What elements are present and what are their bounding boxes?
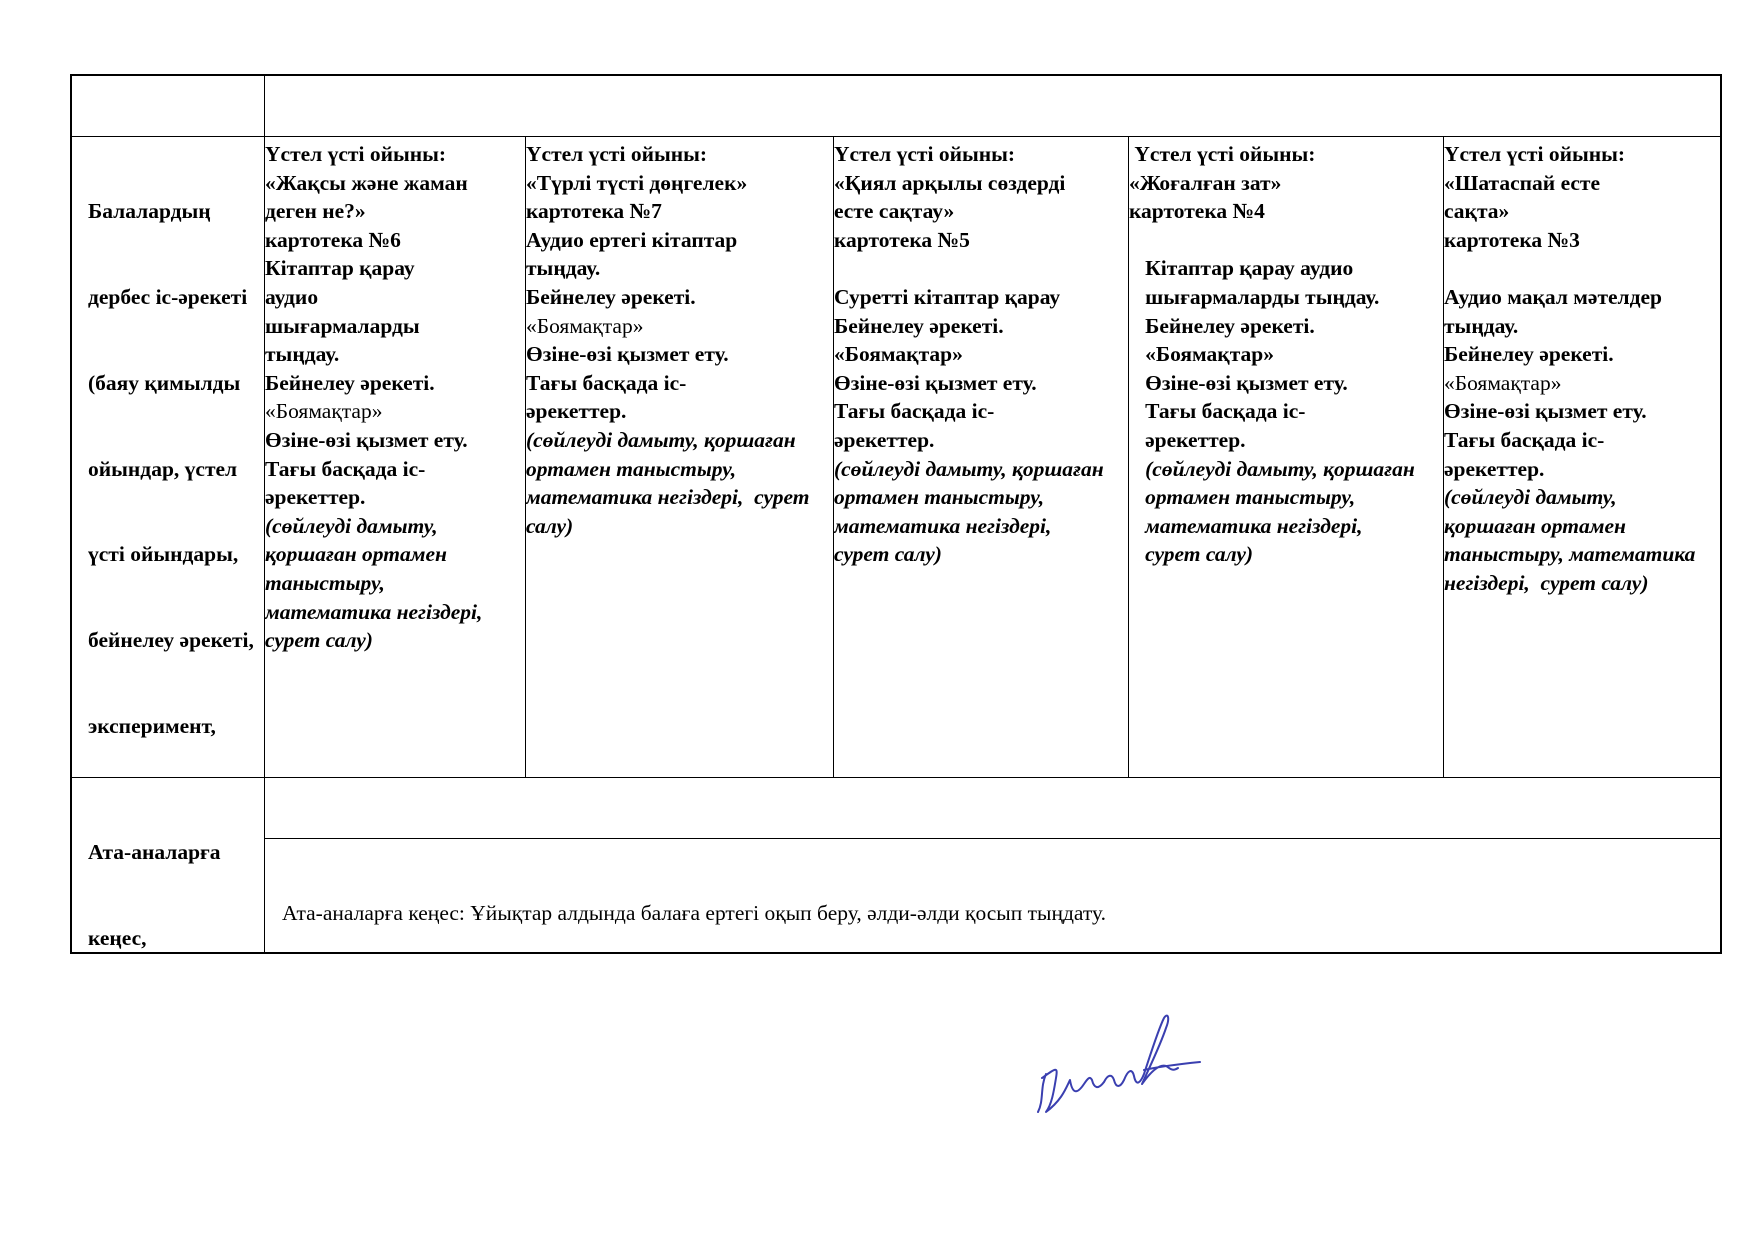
activity-line: Бейнелеу әрекеті. [1444,342,1614,367]
day-column-1 [265,140,525,776]
activity-line: картотека №4 [1129,199,1265,224]
activity-line: Өзіне-өзі қызмет ету. [526,342,729,367]
independent-label [88,140,264,776]
activity-line: ортамен таныстыру, [834,485,1045,510]
activity-line: қоршаған ортамен [265,542,447,567]
activity-line: аудио [265,284,319,309]
label-line: Ата-аналарға [88,840,221,865]
label-line: үсті ойындары, [88,542,239,567]
activity-line: шығармаларды [265,313,420,338]
activity-line: Өзіне-өзі қызмет ету. [834,370,1037,395]
activity-line: Бейнелеу әрекеті. [1129,313,1315,338]
activity-line: ортамен таныстыру, [1129,485,1356,510]
day-column-5 [1444,140,1720,776]
activity-line: Аудио мақал мәтелдер [1444,284,1662,309]
activity-line: Кітаптар қарау [265,256,415,281]
activity-line: «Боямақтар» [834,342,963,367]
table-border-left [70,74,72,954]
activity-line [1444,254,1720,283]
activity-line: математика негіздері, сурет [526,485,810,510]
parents-top-content [282,781,1718,837]
label-line: кеңес, [88,925,147,950]
day-column-3 [834,140,1128,776]
day-column-4 [1129,140,1443,776]
activity-line: негіздері, сурет салу) [1444,570,1649,595]
activity-line: таныстыру, математика [1444,542,1696,567]
activity-line: (сөйлеуді дамыту, қоршаған [1129,456,1415,481]
activity-line: картотека №7 [526,199,662,224]
return-content [282,79,1718,135]
activity-line: математика негіздері, [834,513,1052,538]
label-line: дербес іс-әрекеті [88,284,248,309]
activity-line: Тағы басқада іс- [265,456,426,481]
activity-line: деген не?» [265,199,366,224]
activity-line: (сөйлеуді дамыту, [265,513,438,538]
content-line: Ата-аналарға кеңес: Ұйықтар алдында балаға ертегі оқып беру, әлди-әлди қосып тыңдату. [282,901,1106,926]
activity-line: «Боямақтар» [1129,342,1274,367]
activity-line: салу) [526,513,574,538]
parents-bottom-content [282,842,1718,950]
activity-line: Үстел үсті ойыны: [834,142,1016,166]
activity-line: шығармаларды тыңдау. [1129,284,1380,309]
activity-line: «Жоғалған зат» [1129,170,1282,195]
activity-line: «Түрлі түсті дөңгелек» [526,170,748,195]
activity-line: картотека №3 [1444,227,1580,252]
activity-line: әрекеттер. [265,485,366,510]
activity-line: есте сақтау» [834,199,955,224]
parents-label [88,781,262,951]
activity-line: математика негіздері, [1129,513,1363,538]
activity-line: картотека №5 [834,227,970,252]
activity-line: «Боямақтар» [526,313,644,338]
activity-line: сақта» [1444,199,1510,224]
activity-line: «Боямақтар» [265,399,383,424]
activity-line: Тағы басқада іс- [1129,399,1306,424]
activity-line: әрекеттер. [1129,427,1246,452]
activity-line: тыңдау. [265,342,340,367]
activity-line: Үстел үсті ойыны: [265,142,447,166]
activity-line: (сөйлеуді дамыту, қоршаған [834,456,1104,481]
label-line: Балалардың [88,199,211,224]
activity-line: (сөйлеуді дамыту, қоршаған [526,427,796,452]
activity-line [834,254,1128,283]
activity-line: ортамен таныстыру, [526,456,737,481]
activity-line: қоршаған ортамен [1444,513,1626,538]
activity-line: Үстел үсті ойыны: [1444,142,1626,166]
activity-line: Кітаптар қарау аудио [1129,256,1354,281]
return-label [88,79,262,137]
activity-line: таныстыру, [265,570,385,595]
activity-line: (сөйлеуді дамыту, [1444,485,1617,510]
activity-line: «Қиял арқылы сөздерді [834,170,1066,195]
table-border-right [1720,74,1722,954]
activity-line: Тағы басқада іс- [526,370,687,395]
day-column-2 [526,140,833,776]
activity-line: «Жақсы және жаман [265,170,468,195]
sub-row-divider [264,838,1722,839]
table-border-bottom [70,952,1722,954]
activity-line: тыңдау. [1444,313,1519,338]
activity-line: Үстел үсті ойыны: [1129,142,1316,166]
activity-line: Өзіне-өзі қызмет ету. [1444,399,1647,424]
activity-line: сурет салу) [265,628,373,653]
handwritten-signature [1032,1008,1212,1118]
activity-line: Өзіне-өзі қызмет ету. [265,427,468,452]
table-border-top [70,74,1722,76]
activity-line: Тағы басқада іс- [1444,427,1605,452]
activity-line: сурет салу) [1129,542,1254,567]
activity-line: әрекеттер. [526,399,627,424]
activity-line: «Боямақтар» [1444,370,1562,395]
activity-line: «Шатаспай есте [1444,170,1601,195]
label-line: бейнелеу әрекеті, [88,628,254,653]
row-divider-2 [70,777,1722,778]
activity-line: Бейнелеу әрекеті. [834,313,1004,338]
activity-line: әрекеттер. [834,427,935,452]
activity-line: Аудио ертегі кітаптар [526,227,738,252]
label-line: ойындар, үстел [88,456,238,481]
activity-line: математика негіздері, [265,599,483,624]
activity-line: Тағы басқада іс- [834,399,995,424]
label-line: (баяу қимылды [88,370,241,395]
activity-line: Үстел үсті ойыны: [526,142,708,166]
activity-line [1129,226,1443,255]
activity-line: Өзіне-өзі қызмет ету. [1129,370,1348,395]
label-line: эксперимент, [88,713,216,738]
activity-line: сурет салу) [834,542,942,567]
activity-line: Суретті кітаптар қарау [834,284,1061,309]
activity-line: Бейнелеу әрекеті. [526,284,696,309]
activity-line: әрекеттер. [1444,456,1545,481]
row-divider-1 [70,136,1722,137]
activity-line: тыңдау. [526,256,601,281]
activity-line: Бейнелеу әрекеті. [265,370,435,395]
label-line [88,136,262,137]
activity-line: картотека №6 [265,227,401,252]
